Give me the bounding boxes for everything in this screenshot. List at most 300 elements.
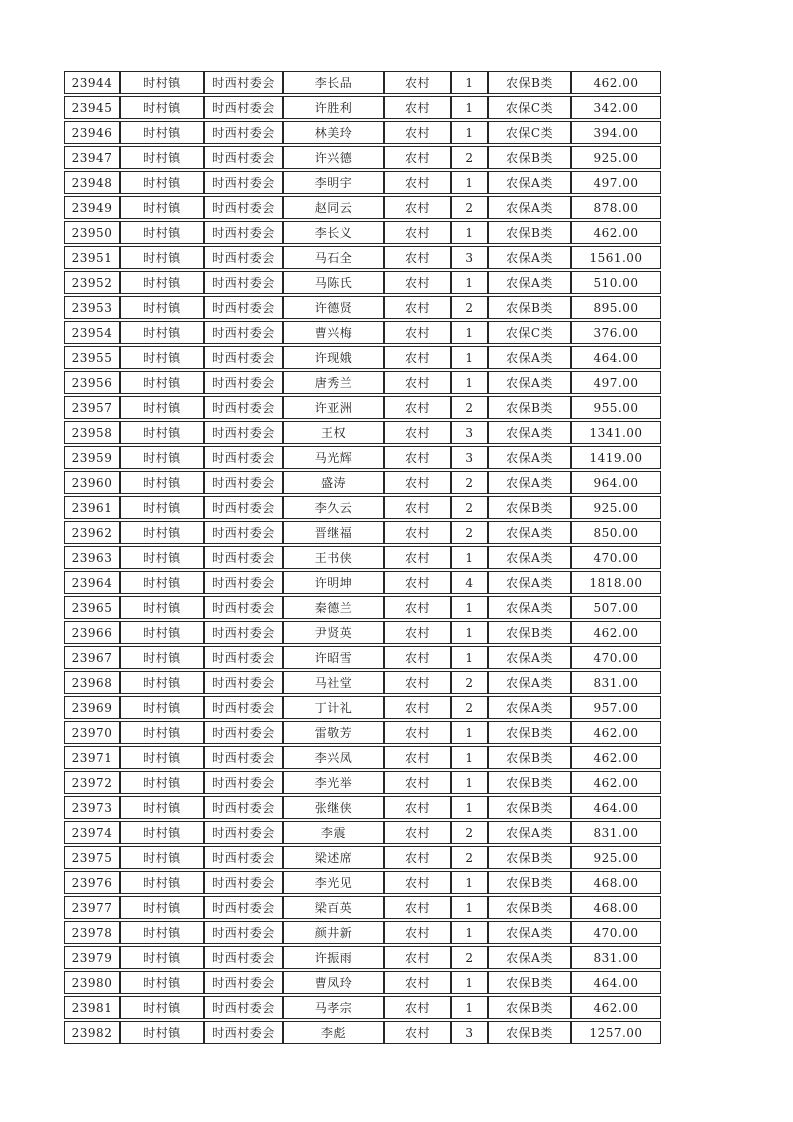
cell-record-id: 23946 (64, 121, 120, 144)
table-row (64, 621, 661, 644)
cell-person-count: 1 (451, 221, 488, 244)
cell-residence-type: 农村 (384, 296, 451, 319)
cell-amount: 497.00 (571, 171, 661, 194)
cell-amount: 831.00 (571, 946, 661, 969)
cell-amount: 462.00 (571, 621, 661, 644)
cell-person-name: 盛涛 (283, 471, 384, 494)
cell-residence-type: 农村 (384, 796, 451, 819)
cell-amount: 462.00 (571, 771, 661, 794)
cell-residence-type: 农村 (384, 746, 451, 769)
cell-insurance-category: 农保A类 (488, 471, 571, 494)
cell-town: 时村镇 (120, 946, 204, 969)
cell-village-committee: 时西村委会 (204, 921, 283, 944)
cell-residence-type: 农村 (384, 821, 451, 844)
cell-amount: 895.00 (571, 296, 661, 319)
cell-person-count: 1 (451, 546, 488, 569)
cell-town: 时村镇 (120, 496, 204, 519)
cell-person-count: 2 (451, 396, 488, 419)
cell-person-count: 4 (451, 571, 488, 594)
cell-person-count: 3 (451, 1021, 488, 1044)
cell-residence-type: 农村 (384, 71, 451, 94)
cell-person-count: 1 (451, 371, 488, 394)
cell-person-name: 许振雨 (283, 946, 384, 969)
table-row (64, 596, 661, 619)
cell-record-id: 23969 (64, 696, 120, 719)
cell-insurance-category: 农保B类 (488, 1021, 571, 1044)
cell-person-count: 1 (451, 346, 488, 369)
cell-person-name: 唐秀兰 (283, 371, 384, 394)
cell-record-id: 23980 (64, 971, 120, 994)
cell-amount: 468.00 (571, 871, 661, 894)
cell-record-id: 23959 (64, 446, 120, 469)
cell-town: 时村镇 (120, 521, 204, 544)
cell-amount: 925.00 (571, 496, 661, 519)
cell-person-name: 马石全 (283, 246, 384, 269)
cell-insurance-category: 农保A类 (488, 246, 571, 269)
cell-town: 时村镇 (120, 746, 204, 769)
cell-person-name: 许兴德 (283, 146, 384, 169)
cell-village-committee: 时西村委会 (204, 421, 283, 444)
cell-insurance-category: 农保A类 (488, 646, 571, 669)
cell-town: 时村镇 (120, 821, 204, 844)
cell-person-name: 马孝宗 (283, 996, 384, 1019)
cell-person-count: 2 (451, 821, 488, 844)
cell-person-count: 1 (451, 971, 488, 994)
cell-person-name: 张继侠 (283, 796, 384, 819)
cell-person-count: 1 (451, 896, 488, 919)
cell-insurance-category: 农保A类 (488, 521, 571, 544)
cell-residence-type: 农村 (384, 946, 451, 969)
cell-insurance-category: 农保B类 (488, 396, 571, 419)
cell-residence-type: 农村 (384, 446, 451, 469)
cell-town: 时村镇 (120, 571, 204, 594)
cell-residence-type: 农村 (384, 221, 451, 244)
cell-amount: 468.00 (571, 896, 661, 919)
cell-residence-type: 农村 (384, 196, 451, 219)
cell-person-count: 2 (451, 146, 488, 169)
cell-village-committee: 时西村委会 (204, 796, 283, 819)
cell-record-id: 23953 (64, 296, 120, 319)
cell-person-name: 许明坤 (283, 571, 384, 594)
table-row (64, 271, 661, 294)
cell-person-name: 马光辉 (283, 446, 384, 469)
table-row (64, 396, 661, 419)
cell-record-id: 23972 (64, 771, 120, 794)
cell-insurance-category: 农保B类 (488, 971, 571, 994)
cell-town: 时村镇 (120, 971, 204, 994)
cell-village-committee: 时西村委会 (204, 971, 283, 994)
cell-town: 时村镇 (120, 221, 204, 244)
cell-village-committee: 时西村委会 (204, 71, 283, 94)
cell-amount: 497.00 (571, 371, 661, 394)
cell-amount: 376.00 (571, 321, 661, 344)
cell-town: 时村镇 (120, 671, 204, 694)
cell-record-id: 23945 (64, 96, 120, 119)
cell-town: 时村镇 (120, 321, 204, 344)
cell-village-committee: 时西村委会 (204, 496, 283, 519)
cell-village-committee: 时西村委会 (204, 571, 283, 594)
cell-town: 时村镇 (120, 771, 204, 794)
cell-amount: 507.00 (571, 596, 661, 619)
table-row (64, 146, 661, 169)
table-row (64, 896, 661, 919)
cell-person-name: 马社堂 (283, 671, 384, 694)
cell-insurance-category: 农保A类 (488, 546, 571, 569)
cell-town: 时村镇 (120, 596, 204, 619)
cell-residence-type: 农村 (384, 271, 451, 294)
cell-insurance-category: 农保B类 (488, 146, 571, 169)
cell-residence-type: 农村 (384, 696, 451, 719)
table-row (64, 821, 661, 844)
cell-amount: 1257.00 (571, 1021, 661, 1044)
cell-person-count: 1 (451, 96, 488, 119)
cell-residence-type: 农村 (384, 321, 451, 344)
cell-record-id: 23966 (64, 621, 120, 644)
cell-amount: 464.00 (571, 346, 661, 369)
table-row (64, 796, 661, 819)
table-row (64, 96, 661, 119)
cell-town: 时村镇 (120, 646, 204, 669)
cell-residence-type: 农村 (384, 721, 451, 744)
cell-insurance-category: 农保B类 (488, 771, 571, 794)
cell-insurance-category: 农保B类 (488, 871, 571, 894)
cell-village-committee: 时西村委会 (204, 621, 283, 644)
cell-record-id: 23978 (64, 921, 120, 944)
cell-person-name: 王书侠 (283, 546, 384, 569)
cell-town: 时村镇 (120, 346, 204, 369)
cell-village-committee: 时西村委会 (204, 671, 283, 694)
cell-person-name: 林美玲 (283, 121, 384, 144)
cell-record-id: 23948 (64, 171, 120, 194)
cell-insurance-category: 农保A类 (488, 821, 571, 844)
cell-amount: 462.00 (571, 746, 661, 769)
cell-town: 时村镇 (120, 421, 204, 444)
cell-village-committee: 时西村委会 (204, 1021, 283, 1044)
cell-record-id: 23949 (64, 196, 120, 219)
cell-person-name: 李光举 (283, 771, 384, 794)
cell-residence-type: 农村 (384, 996, 451, 1019)
cell-record-id: 23970 (64, 721, 120, 744)
table-row (64, 196, 661, 219)
cell-residence-type: 农村 (384, 546, 451, 569)
table-row (64, 71, 661, 94)
cell-person-name: 丁计礼 (283, 696, 384, 719)
cell-residence-type: 农村 (384, 921, 451, 944)
cell-record-id: 23981 (64, 996, 120, 1019)
cell-amount: 462.00 (571, 221, 661, 244)
cell-record-id: 23974 (64, 821, 120, 844)
cell-amount: 925.00 (571, 146, 661, 169)
cell-village-committee: 时西村委会 (204, 471, 283, 494)
cell-town: 时村镇 (120, 721, 204, 744)
table-row (64, 996, 661, 1019)
cell-record-id: 23979 (64, 946, 120, 969)
cell-town: 时村镇 (120, 921, 204, 944)
cell-residence-type: 农村 (384, 346, 451, 369)
cell-person-name: 尹贤英 (283, 621, 384, 644)
cell-town: 时村镇 (120, 96, 204, 119)
cell-insurance-category: 农保B类 (488, 71, 571, 94)
cell-village-committee: 时西村委会 (204, 221, 283, 244)
table-row (64, 696, 661, 719)
table-row (64, 921, 661, 944)
table-row (64, 496, 661, 519)
cell-town: 时村镇 (120, 271, 204, 294)
cell-residence-type: 农村 (384, 646, 451, 669)
table-row (64, 121, 661, 144)
table-row (64, 546, 661, 569)
cell-town: 时村镇 (120, 296, 204, 319)
cell-residence-type: 农村 (384, 971, 451, 994)
cell-village-committee: 时西村委会 (204, 996, 283, 1019)
cell-insurance-category: 农保B类 (488, 296, 571, 319)
table-row (64, 871, 661, 894)
cell-residence-type: 农村 (384, 671, 451, 694)
cell-person-name: 晋继福 (283, 521, 384, 544)
cell-insurance-category: 农保C类 (488, 96, 571, 119)
cell-town: 时村镇 (120, 621, 204, 644)
cell-person-name: 秦德兰 (283, 596, 384, 619)
cell-residence-type: 农村 (384, 1021, 451, 1044)
cell-residence-type: 农村 (384, 171, 451, 194)
cell-person-count: 1 (451, 996, 488, 1019)
cell-residence-type: 农村 (384, 521, 451, 544)
cell-person-count: 2 (451, 671, 488, 694)
table-row (64, 321, 661, 344)
cell-amount: 470.00 (571, 646, 661, 669)
cell-insurance-category: 农保C类 (488, 321, 571, 344)
cell-town: 时村镇 (120, 121, 204, 144)
cell-record-id: 23962 (64, 521, 120, 544)
table-row (64, 771, 661, 794)
cell-village-committee: 时西村委会 (204, 246, 283, 269)
table-row (64, 471, 661, 494)
cell-residence-type: 农村 (384, 496, 451, 519)
table-row (64, 571, 661, 594)
cell-person-count: 1 (451, 71, 488, 94)
cell-town: 时村镇 (120, 896, 204, 919)
cell-insurance-category: 农保B类 (488, 746, 571, 769)
cell-amount: 1341.00 (571, 421, 661, 444)
cell-village-committee: 时西村委会 (204, 946, 283, 969)
cell-town: 时村镇 (120, 846, 204, 869)
cell-record-id: 23982 (64, 1021, 120, 1044)
cell-residence-type: 农村 (384, 896, 451, 919)
cell-person-count: 3 (451, 246, 488, 269)
cell-town: 时村镇 (120, 796, 204, 819)
cell-amount: 1561.00 (571, 246, 661, 269)
cell-residence-type: 农村 (384, 871, 451, 894)
table-body (64, 71, 661, 1044)
cell-village-committee: 时西村委会 (204, 396, 283, 419)
cell-person-name: 李彪 (283, 1021, 384, 1044)
cell-village-committee: 时西村委会 (204, 121, 283, 144)
cell-person-name: 李震 (283, 821, 384, 844)
table-row (64, 221, 661, 244)
table-row (64, 346, 661, 369)
cell-insurance-category: 农保A类 (488, 571, 571, 594)
cell-town: 时村镇 (120, 171, 204, 194)
cell-town: 时村镇 (120, 396, 204, 419)
cell-insurance-category: 农保A类 (488, 371, 571, 394)
cell-person-name: 许德贤 (283, 296, 384, 319)
cell-village-committee: 时西村委会 (204, 696, 283, 719)
table-row (64, 371, 661, 394)
cell-amount: 470.00 (571, 546, 661, 569)
table-row (64, 1021, 661, 1044)
cell-person-count: 1 (451, 746, 488, 769)
cell-insurance-category: 农保B类 (488, 221, 571, 244)
cell-person-count: 2 (451, 521, 488, 544)
cell-person-count: 2 (451, 196, 488, 219)
cell-record-id: 23963 (64, 546, 120, 569)
cell-person-count: 1 (451, 646, 488, 669)
cell-residence-type: 农村 (384, 421, 451, 444)
cell-record-id: 23976 (64, 871, 120, 894)
cell-record-id: 23968 (64, 671, 120, 694)
cell-amount: 464.00 (571, 796, 661, 819)
cell-village-committee: 时西村委会 (204, 821, 283, 844)
cell-insurance-category: 农保B类 (488, 621, 571, 644)
cell-person-count: 1 (451, 621, 488, 644)
cell-amount: 955.00 (571, 396, 661, 419)
cell-town: 时村镇 (120, 446, 204, 469)
cell-person-name: 李光见 (283, 871, 384, 894)
cell-village-committee: 时西村委会 (204, 321, 283, 344)
cell-amount: 878.00 (571, 196, 661, 219)
cell-person-name: 许现娥 (283, 346, 384, 369)
cell-residence-type: 农村 (384, 621, 451, 644)
cell-residence-type: 农村 (384, 471, 451, 494)
cell-person-count: 1 (451, 596, 488, 619)
cell-person-count: 3 (451, 421, 488, 444)
cell-person-name: 梁百英 (283, 896, 384, 919)
cell-village-committee: 时西村委会 (204, 346, 283, 369)
cell-person-name: 李明宇 (283, 171, 384, 194)
table-row (64, 971, 661, 994)
cell-amount: 1419.00 (571, 446, 661, 469)
table-row (64, 671, 661, 694)
cell-record-id: 23944 (64, 71, 120, 94)
table-row (64, 646, 661, 669)
cell-person-count: 3 (451, 446, 488, 469)
cell-insurance-category: 农保B类 (488, 846, 571, 869)
cell-record-id: 23975 (64, 846, 120, 869)
table-row (64, 746, 661, 769)
cell-town: 时村镇 (120, 871, 204, 894)
cell-village-committee: 时西村委会 (204, 446, 283, 469)
table-row (64, 246, 661, 269)
cell-village-committee: 时西村委会 (204, 646, 283, 669)
cell-insurance-category: 农保A类 (488, 421, 571, 444)
cell-person-count: 2 (451, 946, 488, 969)
cell-village-committee: 时西村委会 (204, 296, 283, 319)
cell-insurance-category: 农保B类 (488, 896, 571, 919)
cell-insurance-category: 农保B类 (488, 496, 571, 519)
cell-person-name: 颜井新 (283, 921, 384, 944)
cell-village-committee: 时西村委会 (204, 846, 283, 869)
cell-insurance-category: 农保B类 (488, 796, 571, 819)
cell-village-committee: 时西村委会 (204, 521, 283, 544)
cell-amount: 831.00 (571, 671, 661, 694)
cell-record-id: 23965 (64, 596, 120, 619)
cell-person-name: 曹凤玲 (283, 971, 384, 994)
cell-village-committee: 时西村委会 (204, 96, 283, 119)
table-row (64, 296, 661, 319)
cell-town: 时村镇 (120, 196, 204, 219)
cell-village-committee: 时西村委会 (204, 546, 283, 569)
cell-person-count: 1 (451, 171, 488, 194)
cell-amount: 957.00 (571, 696, 661, 719)
cell-person-count: 1 (451, 796, 488, 819)
cell-insurance-category: 农保A类 (488, 921, 571, 944)
table-row (64, 171, 661, 194)
cell-amount: 342.00 (571, 96, 661, 119)
cell-village-committee: 时西村委会 (204, 196, 283, 219)
cell-insurance-category: 农保B类 (488, 996, 571, 1019)
cell-person-count: 1 (451, 271, 488, 294)
cell-person-count: 2 (451, 696, 488, 719)
cell-town: 时村镇 (120, 371, 204, 394)
cell-village-committee: 时西村委会 (204, 896, 283, 919)
cell-village-committee: 时西村委会 (204, 171, 283, 194)
cell-person-name: 李兴凤 (283, 746, 384, 769)
cell-village-committee: 时西村委会 (204, 596, 283, 619)
cell-person-count: 2 (451, 496, 488, 519)
cell-village-committee: 时西村委会 (204, 271, 283, 294)
cell-residence-type: 农村 (384, 596, 451, 619)
cell-person-name: 李久云 (283, 496, 384, 519)
cell-residence-type: 农村 (384, 396, 451, 419)
cell-record-id: 23971 (64, 746, 120, 769)
cell-insurance-category: 农保A类 (488, 196, 571, 219)
cell-village-committee: 时西村委会 (204, 746, 283, 769)
pension-records-table (64, 69, 661, 1046)
cell-record-id: 23958 (64, 421, 120, 444)
cell-amount: 831.00 (571, 821, 661, 844)
cell-person-name: 梁述席 (283, 846, 384, 869)
cell-person-count: 1 (451, 871, 488, 894)
cell-record-id: 23977 (64, 896, 120, 919)
cell-residence-type: 农村 (384, 96, 451, 119)
cell-amount: 1818.00 (571, 571, 661, 594)
cell-record-id: 23954 (64, 321, 120, 344)
cell-amount: 850.00 (571, 521, 661, 544)
cell-amount: 462.00 (571, 71, 661, 94)
cell-record-id: 23950 (64, 221, 120, 244)
cell-amount: 394.00 (571, 121, 661, 144)
table-row (64, 421, 661, 444)
cell-person-name: 曹兴梅 (283, 321, 384, 344)
cell-amount: 462.00 (571, 721, 661, 744)
cell-residence-type: 农村 (384, 371, 451, 394)
cell-insurance-category: 农保A类 (488, 671, 571, 694)
cell-village-committee: 时西村委会 (204, 771, 283, 794)
cell-residence-type: 农村 (384, 121, 451, 144)
cell-record-id: 23957 (64, 396, 120, 419)
cell-person-name: 许胜利 (283, 96, 384, 119)
table-row (64, 946, 661, 969)
cell-residence-type: 农村 (384, 146, 451, 169)
cell-town: 时村镇 (120, 546, 204, 569)
cell-residence-type: 农村 (384, 846, 451, 869)
cell-village-committee: 时西村委会 (204, 721, 283, 744)
cell-amount: 925.00 (571, 846, 661, 869)
cell-person-name: 李长义 (283, 221, 384, 244)
cell-person-count: 1 (451, 721, 488, 744)
cell-town: 时村镇 (120, 696, 204, 719)
cell-insurance-category: 农保B类 (488, 721, 571, 744)
